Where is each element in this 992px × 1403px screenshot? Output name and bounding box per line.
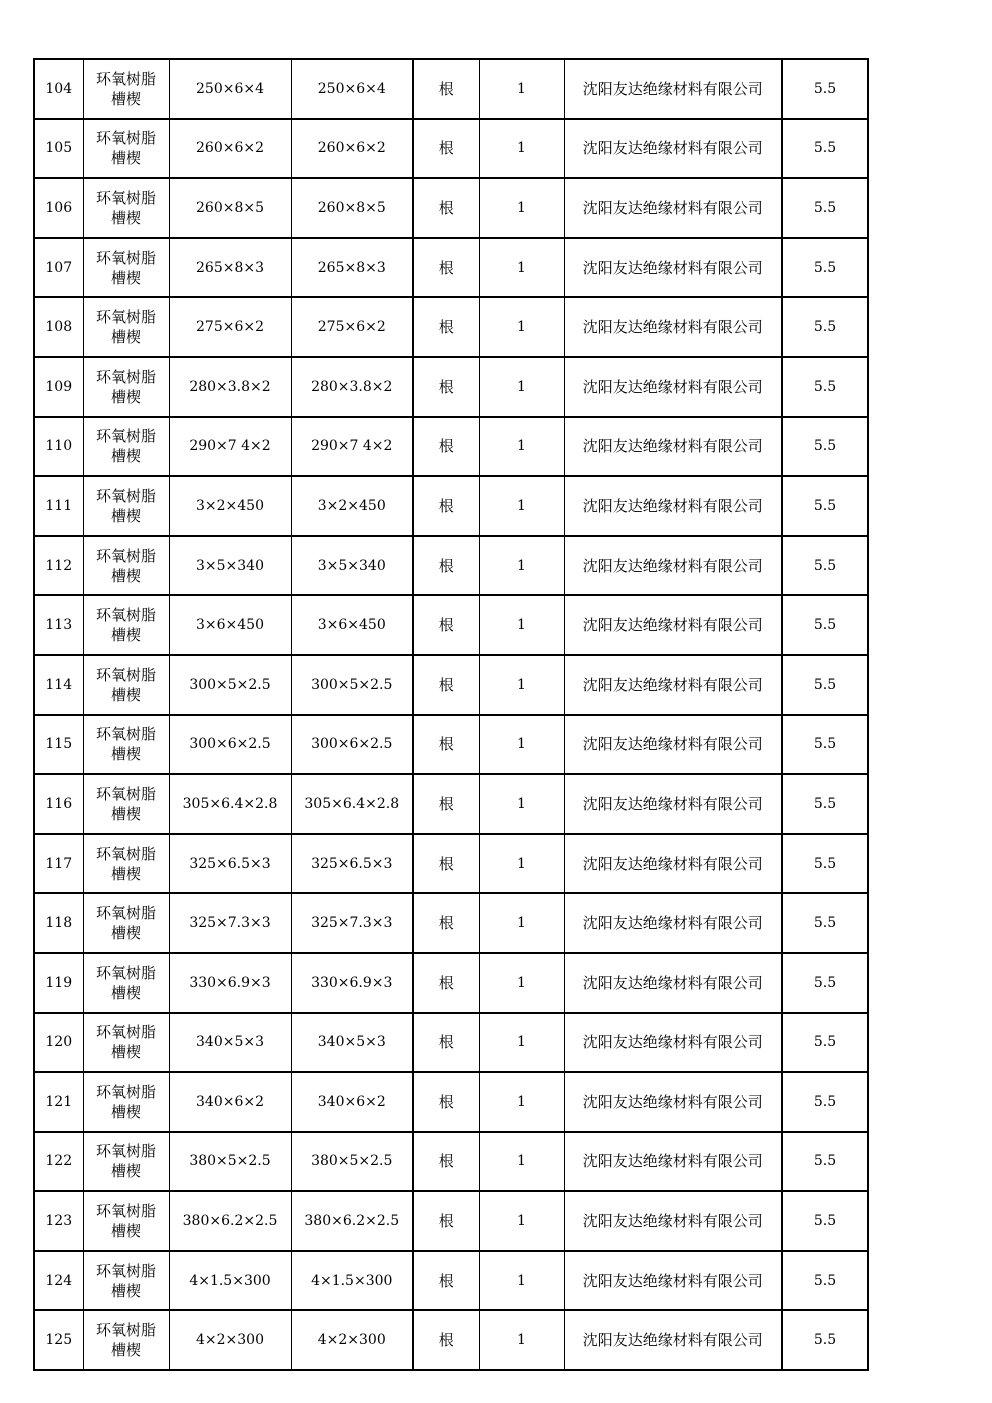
item-name <box>83 119 169 179</box>
item-qty: 1 <box>479 417 564 477</box>
item-unit: 根 <box>413 59 479 119</box>
table-body <box>34 59 868 1370</box>
item-name <box>83 417 169 477</box>
row-number: 121 <box>34 1072 83 1132</box>
item-model: 260×8×5 <box>291 178 413 238</box>
item-spec: 300×5×2.5 <box>169 655 291 715</box>
row-number: 125 <box>34 1310 83 1370</box>
item-company: 沈阳友达绝缘材料有限公司 <box>564 774 782 834</box>
item-unit: 根 <box>413 417 479 477</box>
item-name-text: 环氧树脂槽楔 <box>95 69 156 108</box>
item-model: 300×6×2.5 <box>291 715 413 775</box>
item-qty: 1 <box>479 1013 564 1073</box>
row-number: 120 <box>34 1013 83 1073</box>
item-company: 沈阳友达绝缘材料有限公司 <box>564 893 782 953</box>
item-name <box>83 1072 169 1132</box>
item-unit: 根 <box>413 476 479 536</box>
item-company: 沈阳友达绝缘材料有限公司 <box>564 1013 782 1073</box>
row-number: 105 <box>34 119 83 179</box>
row-number: 123 <box>34 1191 83 1251</box>
row-number: 115 <box>34 715 83 775</box>
item-name-text: 环氧树脂槽楔 <box>95 248 156 287</box>
item-name <box>83 1191 169 1251</box>
item-price: 5.5 <box>782 1310 868 1370</box>
item-spec: 325×6.5×3 <box>169 834 291 894</box>
item-company: 沈阳友达绝缘材料有限公司 <box>564 238 782 298</box>
item-spec: 3×6×450 <box>169 595 291 655</box>
item-spec: 330×6.9×3 <box>169 953 291 1013</box>
item-qty: 1 <box>479 834 564 894</box>
table-row <box>34 1132 868 1192</box>
table-row <box>34 715 868 775</box>
item-qty: 1 <box>479 119 564 179</box>
item-price: 5.5 <box>782 834 868 894</box>
item-name-text: 环氧树脂槽楔 <box>95 129 156 168</box>
item-unit: 根 <box>413 1132 479 1192</box>
table-row <box>34 834 868 894</box>
item-model: 3×2×450 <box>291 476 413 536</box>
item-price: 5.5 <box>782 715 868 775</box>
item-spec: 325×7.3×3 <box>169 893 291 953</box>
item-unit: 根 <box>413 1191 479 1251</box>
item-name-text: 环氧树脂槽楔 <box>95 606 156 645</box>
row-number: 108 <box>34 297 83 357</box>
row-number: 116 <box>34 774 83 834</box>
item-qty: 1 <box>479 893 564 953</box>
row-number: 107 <box>34 238 83 298</box>
table-row <box>34 1013 868 1073</box>
item-unit: 根 <box>413 357 479 417</box>
item-company: 沈阳友达绝缘材料有限公司 <box>564 1132 782 1192</box>
item-qty: 1 <box>479 1072 564 1132</box>
row-number: 124 <box>34 1251 83 1311</box>
item-qty: 1 <box>479 655 564 715</box>
item-model: 265×8×3 <box>291 238 413 298</box>
item-name-text: 环氧树脂槽楔 <box>95 725 156 764</box>
table-row <box>34 238 868 298</box>
item-name-text: 环氧树脂槽楔 <box>95 546 156 585</box>
item-name-text: 环氧树脂槽楔 <box>95 1261 156 1300</box>
item-name <box>83 238 169 298</box>
item-model: 380×6.2×2.5 <box>291 1191 413 1251</box>
item-spec: 265×8×3 <box>169 238 291 298</box>
item-unit: 根 <box>413 655 479 715</box>
item-price: 5.5 <box>782 1132 868 1192</box>
item-spec: 305×6.4×2.8 <box>169 774 291 834</box>
item-price: 5.5 <box>782 238 868 298</box>
item-qty: 1 <box>479 536 564 596</box>
item-name <box>83 357 169 417</box>
item-spec: 250×6×4 <box>169 59 291 119</box>
row-number: 114 <box>34 655 83 715</box>
item-name <box>83 1013 169 1073</box>
item-model: 325×6.5×3 <box>291 834 413 894</box>
item-qty: 1 <box>479 953 564 1013</box>
item-model: 250×6×4 <box>291 59 413 119</box>
item-price: 5.5 <box>782 595 868 655</box>
item-company: 沈阳友达绝缘材料有限公司 <box>564 655 782 715</box>
row-number: 111 <box>34 476 83 536</box>
row-number: 109 <box>34 357 83 417</box>
item-name-text: 环氧树脂槽楔 <box>95 427 156 466</box>
item-company: 沈阳友达绝缘材料有限公司 <box>564 1072 782 1132</box>
item-name-text: 环氧树脂槽楔 <box>95 963 156 1002</box>
item-name <box>83 297 169 357</box>
item-name <box>83 59 169 119</box>
item-unit: 根 <box>413 1251 479 1311</box>
item-name <box>83 178 169 238</box>
item-name-text: 环氧树脂槽楔 <box>95 486 156 525</box>
table-row <box>34 1191 868 1251</box>
item-price: 5.5 <box>782 178 868 238</box>
item-company: 沈阳友达绝缘材料有限公司 <box>564 119 782 179</box>
item-unit: 根 <box>413 715 479 775</box>
item-qty: 1 <box>479 774 564 834</box>
item-company: 沈阳友达绝缘材料有限公司 <box>564 1251 782 1311</box>
row-number: 104 <box>34 59 83 119</box>
item-model: 260×6×2 <box>291 119 413 179</box>
item-unit: 根 <box>413 1072 479 1132</box>
item-price: 5.5 <box>782 119 868 179</box>
item-name-text: 环氧树脂槽楔 <box>95 844 156 883</box>
item-spec: 340×6×2 <box>169 1072 291 1132</box>
table-row <box>34 953 868 1013</box>
table-row <box>34 774 868 834</box>
item-model: 325×7.3×3 <box>291 893 413 953</box>
item-spec: 260×8×5 <box>169 178 291 238</box>
item-model: 330×6.9×3 <box>291 953 413 1013</box>
item-qty: 1 <box>479 357 564 417</box>
item-qty: 1 <box>479 238 564 298</box>
item-name <box>83 1310 169 1370</box>
table-row <box>34 1072 868 1132</box>
item-spec: 380×6.2×2.5 <box>169 1191 291 1251</box>
item-name-text: 环氧树脂槽楔 <box>95 1321 156 1360</box>
item-price: 5.5 <box>782 893 868 953</box>
item-name <box>83 595 169 655</box>
item-unit: 根 <box>413 774 479 834</box>
item-model: 4×1.5×300 <box>291 1251 413 1311</box>
item-name <box>83 834 169 894</box>
item-company: 沈阳友达绝缘材料有限公司 <box>564 715 782 775</box>
item-name-text: 环氧树脂槽楔 <box>95 1023 156 1062</box>
item-spec: 4×1.5×300 <box>169 1251 291 1311</box>
item-company: 沈阳友达绝缘材料有限公司 <box>564 178 782 238</box>
item-spec: 340×5×3 <box>169 1013 291 1073</box>
item-name-text: 环氧树脂槽楔 <box>95 1202 156 1241</box>
item-model: 290×7 4×2 <box>291 417 413 477</box>
item-name-text: 环氧树脂槽楔 <box>95 904 156 943</box>
table-row <box>34 417 868 477</box>
item-spec: 380×5×2.5 <box>169 1132 291 1192</box>
item-company: 沈阳友达绝缘材料有限公司 <box>564 417 782 477</box>
item-unit: 根 <box>413 536 479 596</box>
item-name <box>83 476 169 536</box>
item-model: 305×6.4×2.8 <box>291 774 413 834</box>
row-number: 106 <box>34 178 83 238</box>
item-name <box>83 1132 169 1192</box>
item-qty: 1 <box>479 59 564 119</box>
item-company: 沈阳友达绝缘材料有限公司 <box>564 476 782 536</box>
item-spec: 260×6×2 <box>169 119 291 179</box>
item-qty: 1 <box>479 1310 564 1370</box>
item-model: 3×5×340 <box>291 536 413 596</box>
item-price: 5.5 <box>782 1251 868 1311</box>
row-number: 110 <box>34 417 83 477</box>
item-company: 沈阳友达绝缘材料有限公司 <box>564 1310 782 1370</box>
row-number: 119 <box>34 953 83 1013</box>
item-name-text: 环氧树脂槽楔 <box>95 188 156 227</box>
item-spec: 300×6×2.5 <box>169 715 291 775</box>
item-price: 5.5 <box>782 774 868 834</box>
item-unit: 根 <box>413 953 479 1013</box>
item-name <box>83 715 169 775</box>
item-company: 沈阳友达绝缘材料有限公司 <box>564 357 782 417</box>
item-name-text: 环氧树脂槽楔 <box>95 665 156 704</box>
item-price: 5.5 <box>782 59 868 119</box>
item-model: 280×3.8×2 <box>291 357 413 417</box>
row-number: 113 <box>34 595 83 655</box>
parts-table <box>33 58 869 1371</box>
item-qty: 1 <box>479 178 564 238</box>
item-spec: 3×2×450 <box>169 476 291 536</box>
row-number: 117 <box>34 834 83 894</box>
table-row <box>34 536 868 596</box>
item-unit: 根 <box>413 1310 479 1370</box>
table-row <box>34 1251 868 1311</box>
table-row <box>34 893 868 953</box>
table-row <box>34 655 868 715</box>
item-price: 5.5 <box>782 953 868 1013</box>
item-price: 5.5 <box>782 1013 868 1073</box>
item-model: 275×6×2 <box>291 297 413 357</box>
item-model: 4×2×300 <box>291 1310 413 1370</box>
item-price: 5.5 <box>782 357 868 417</box>
item-name-text: 环氧树脂槽楔 <box>95 1142 156 1181</box>
item-company: 沈阳友达绝缘材料有限公司 <box>564 536 782 596</box>
item-company: 沈阳友达绝缘材料有限公司 <box>564 59 782 119</box>
item-spec: 290×7 4×2 <box>169 417 291 477</box>
item-name-text: 环氧树脂槽楔 <box>95 367 156 406</box>
item-name-text: 环氧树脂槽楔 <box>95 308 156 347</box>
item-name <box>83 893 169 953</box>
item-name <box>83 655 169 715</box>
item-name <box>83 536 169 596</box>
row-number: 112 <box>34 536 83 596</box>
item-qty: 1 <box>479 476 564 536</box>
item-unit: 根 <box>413 893 479 953</box>
item-price: 5.5 <box>782 476 868 536</box>
item-unit: 根 <box>413 238 479 298</box>
item-spec: 275×6×2 <box>169 297 291 357</box>
table-row <box>34 595 868 655</box>
item-model: 340×6×2 <box>291 1072 413 1132</box>
item-price: 5.5 <box>782 536 868 596</box>
table-row <box>34 119 868 179</box>
table-row <box>34 178 868 238</box>
item-model: 3×6×450 <box>291 595 413 655</box>
item-company: 沈阳友达绝缘材料有限公司 <box>564 297 782 357</box>
item-qty: 1 <box>479 595 564 655</box>
item-price: 5.5 <box>782 1072 868 1132</box>
item-qty: 1 <box>479 1132 564 1192</box>
item-unit: 根 <box>413 178 479 238</box>
item-unit: 根 <box>413 834 479 894</box>
item-unit: 根 <box>413 297 479 357</box>
item-company: 沈阳友达绝缘材料有限公司 <box>564 1191 782 1251</box>
item-unit: 根 <box>413 595 479 655</box>
table-row <box>34 476 868 536</box>
item-price: 5.5 <box>782 655 868 715</box>
item-unit: 根 <box>413 1013 479 1073</box>
item-company: 沈阳友达绝缘材料有限公司 <box>564 595 782 655</box>
item-unit: 根 <box>413 119 479 179</box>
table-row <box>34 297 868 357</box>
item-model: 380×5×2.5 <box>291 1132 413 1192</box>
item-name <box>83 953 169 1013</box>
item-model: 300×5×2.5 <box>291 655 413 715</box>
item-qty: 1 <box>479 1191 564 1251</box>
table-row <box>34 59 868 119</box>
table-row <box>34 357 868 417</box>
item-qty: 1 <box>479 297 564 357</box>
item-name-text: 环氧树脂槽楔 <box>95 784 156 823</box>
item-spec: 4×2×300 <box>169 1310 291 1370</box>
item-name <box>83 774 169 834</box>
row-number: 118 <box>34 893 83 953</box>
item-company: 沈阳友达绝缘材料有限公司 <box>564 953 782 1013</box>
item-qty: 1 <box>479 715 564 775</box>
item-model: 340×5×3 <box>291 1013 413 1073</box>
item-company: 沈阳友达绝缘材料有限公司 <box>564 834 782 894</box>
item-price: 5.5 <box>782 1191 868 1251</box>
item-name <box>83 1251 169 1311</box>
item-price: 5.5 <box>782 417 868 477</box>
item-spec: 280×3.8×2 <box>169 357 291 417</box>
item-spec: 3×5×340 <box>169 536 291 596</box>
row-number: 122 <box>34 1132 83 1192</box>
table-row <box>34 1310 868 1370</box>
item-name-text: 环氧树脂槽楔 <box>95 1082 156 1121</box>
item-qty: 1 <box>479 1251 564 1311</box>
item-price: 5.5 <box>782 297 868 357</box>
